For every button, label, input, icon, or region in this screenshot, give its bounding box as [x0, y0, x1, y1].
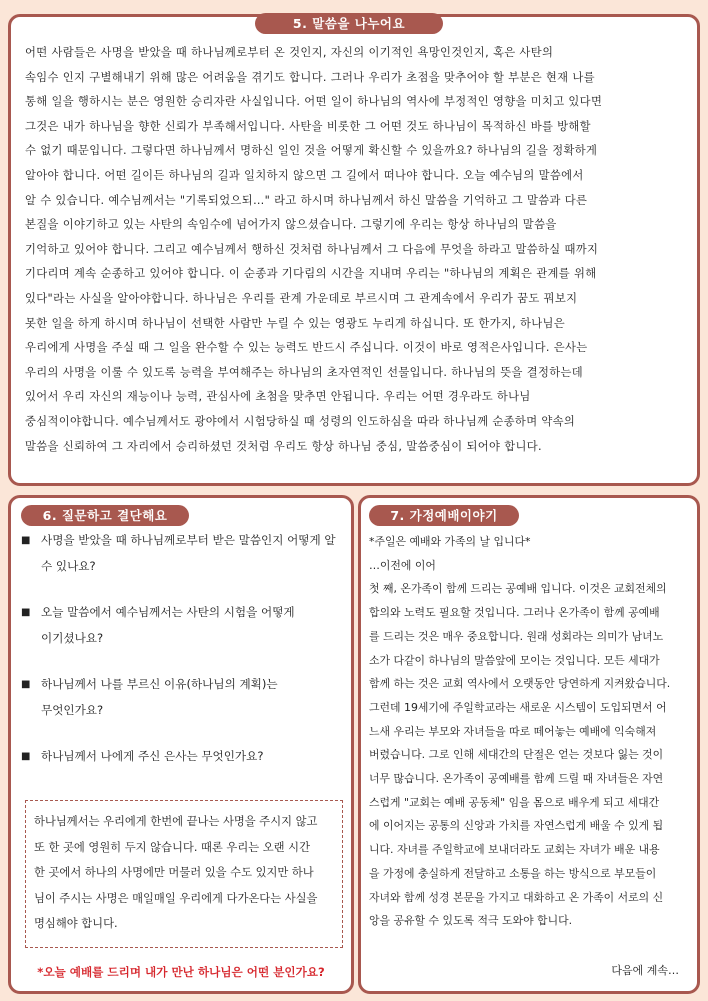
- question-text-cont: 무엇인가요?: [41, 703, 104, 717]
- family-worship-line: 버렸습니다. 그로 인해 세대간의 단절은 얻는 것보다 잃는 것이: [369, 748, 664, 762]
- question-item: [19, 746, 343, 772]
- family-worship-section-title: 7. 가정예배이야기: [369, 505, 519, 526]
- family-worship-line: 그런데 19세기에 주일학교라는 새로운 시스템이 도입되면서 어: [369, 700, 667, 714]
- question-item: [19, 674, 343, 726]
- sermon-line: 우리의 사명을 이룰 수 있도록 능력을 부여해주는 하나님의 초자연적인 선물입니다. 하나님의 뜻을 결정하는데: [25, 365, 584, 379]
- closing-question: *오늘 예배를 드리며 내가 만난 하나님은 어떤 분인가요?: [37, 965, 325, 979]
- reflection-line: 또 한 곳에 영원히 두지 않습니다. 때론 우리는 오랜 시간: [34, 840, 310, 854]
- family-worship-text: [369, 530, 689, 933]
- sermon-line: 못한 일을 하게 하시며 하나님이 선택한 사람만 누릴 수 있는 영광도 누리게 하십니다. 또 한가지, 하나님은: [25, 316, 566, 330]
- question-text-cont: 수 있나요?: [41, 559, 96, 573]
- sermon-line: 말씀을 신뢰하여 그 자리에서 승리하셨던 것처럼 우리도 항상 하나님 중심, 말씀중심이 되어야 합니다.: [25, 439, 542, 453]
- question-item: [19, 530, 343, 582]
- sermon-line: 수 없기 때문입니다. 그렇다면 하나님께서 명하신 일인 것을 어떻게 확신할 수 있을까요? 하나님의 길을 정확하게: [25, 144, 598, 158]
- reflection-box: [25, 800, 343, 948]
- family-worship-line: *주일은 예배와 가족의 날 입니다*: [369, 535, 531, 548]
- family-worship-section: [358, 495, 700, 994]
- bullet-square-icon: ■: [21, 535, 31, 546]
- sermon-section: [8, 14, 700, 486]
- sermon-line: 통해 일을 행하시는 분은 영원한 승리자란 사실입니다. 어떤 일이 하나님의 역사에 부정적인 영향을 미치고 있다면: [25, 95, 603, 109]
- family-worship-line: 스럽게 "교회는 예배 공동체" 임을 몸으로 배우게 되고 세대간: [369, 795, 660, 809]
- sermon-line: 본질을 이야기하고 있는 사탄의 속임수에 넘어가지 않으셨습니다. 그렇기에 우리는 항상 하나님의 말씀을: [25, 218, 557, 232]
- bullet-square-icon: ■: [21, 679, 31, 690]
- family-worship-line: 를 드리는 것은 매우 중요합니다. 원래 성회라는 의미가 남녀노: [369, 629, 664, 643]
- family-worship-line: 을 가정에 충실하게 전달하고 소통을 하는 방식으로 부모들이: [369, 866, 657, 880]
- question-item: [19, 602, 343, 654]
- questions-section-title: 6. 질문하고 결단해요: [21, 505, 189, 526]
- family-worship-line: 자녀와 함께 성경 본문을 가지고 대화하고 온 가족이 서로의 신: [369, 890, 664, 904]
- sermon-line: 기다리며 계속 순종하고 있어야 합니다. 이 순종과 기다림의 시간을 지내며 우리는 "하나님의 계획은 관계를 위해: [25, 267, 597, 281]
- reflection-line: 님이 주시는 사명은 매일매일 우리에게 다가온다는 사실을: [34, 891, 318, 905]
- family-worship-line: 느새 우리는 부모와 자녀들을 따로 떼어놓는 예배에 익숙해져: [369, 724, 657, 738]
- sermon-section-title: 5. 말씀을 나누어요: [255, 13, 443, 34]
- family-worship-line: 니다. 자녀를 주일학교에 보내더라도 교회는 자녀가 배운 내용: [369, 843, 660, 857]
- sermon-line: 속임수 인지 구별해내기 위해 많은 어려움을 겪기도 합니다. 그러나 우리가 초점을 맞추어야 할 부분은 현재 나를: [25, 70, 595, 84]
- family-worship-line: 에 이어지는 공통의 신앙과 가치를 자연스럽게 배울 수 있게 됩: [369, 819, 664, 833]
- reflection-line: 한 곳에서 하나의 사명에만 머물러 있을 수도 있지만 하나: [34, 866, 314, 879]
- sermon-text: [25, 41, 683, 459]
- question-list: [19, 530, 343, 772]
- continued-note: 다음에 계속…: [611, 964, 679, 977]
- sermon-line: 기억하고 있어야 합니다. 그리고 예수님께서 행하신 것처럼 하나님께서 그 다음에 무엇을 하라고 말씀하실 때까지: [25, 242, 599, 256]
- bullet-square-icon: ■: [21, 751, 31, 762]
- question-text: 하나님께서 나를 부르신 이유(하나님의 계획)는: [41, 677, 278, 691]
- family-worship-line: …이전에 이어: [369, 558, 436, 572]
- sermon-line: 우리에게 사명을 주실 때 그 일을 완수할 수 있는 능력도 반드시 주십니다. 이것이 바로 영적은사입니다. 은사는: [25, 341, 588, 355]
- bullet-square-icon: ■: [21, 607, 31, 618]
- sermon-line: 있다"라는 사실을 알아야합니다. 하나님은 우리를 관계 가운데로 부르시며 그 관계속에서 우리가 꿈도 꿔보지: [25, 291, 578, 305]
- question-text-cont: 이기셨나요?: [41, 631, 104, 645]
- sermon-line: 중심적이야합니다. 예수님께서도 광야에서 시험당하실 때 성령의 인도하심을 따라 하나님께 순종하며 약속의: [25, 414, 576, 428]
- sermon-line: 알 수 있습니다. 예수님께서는 "기록되었으되…" 라고 하시며 하나님께서 하신 말씀을 기억하고 그 말씀과 다른: [25, 193, 588, 207]
- question-text: 오늘 말씀에서 예수님께서는 사탄의 시험을 어떻게: [41, 605, 295, 619]
- question-text: 하나님께서 나에게 주신 은사는 무엇인가요?: [41, 749, 264, 763]
- family-worship-line: 너무 많습니다. 온가족이 공예배를 함께 드릴 때 자녀들은 자연: [369, 772, 664, 786]
- family-worship-line: 함께 하는 것은 교회 역사에서 오랫동안 당연하게 지켜왔습니다.: [369, 677, 671, 691]
- question-text: 사명을 받았을 때 하나님께로부터 받은 말씀인지 어떻게 알: [41, 533, 336, 547]
- sermon-line: 있어서 우리 자신의 재능이나 능력, 관심사에 초첨을 맞추면 안됩니다. 우리는 어떤 경우라도 하나님: [25, 390, 531, 404]
- family-worship-line: 첫 째, 온가족이 함께 드리는 공예배 입니다. 이것은 교회전체의: [369, 582, 667, 596]
- reflection-line: 명심해야 합니다.: [34, 917, 118, 930]
- sermon-line: 그것은 내가 하나님을 향한 신뢰가 부족해서입니다. 사탄을 비롯한 그 어떤 것도 하나님이 목적하신 바를 방해할: [25, 119, 591, 133]
- sermon-line: 알아야 합니다. 어떤 길이든 하나님의 길과 일치하지 않으면 그 길에서 떠나야 합니다. 오늘 예수님의 말씀에서: [25, 168, 584, 182]
- questions-section: [8, 495, 354, 994]
- reflection-line: 하나님께서는 우리에게 한번에 끝나는 사명을 주시지 않고: [34, 815, 318, 828]
- sermon-line: 어떤 사람들은 사명을 받았을 때 하나님께로부터 온 것인지, 자신의 이기적인 욕망인것인지, 혹은 사탄의: [25, 46, 554, 59]
- family-worship-line: 앙을 공유할 수 있도록 적극 도와야 합니다.: [369, 914, 573, 928]
- family-worship-line: 소가 다같이 하나님의 말씀앞에 모이는 것입니다. 모든 세대가: [369, 653, 660, 667]
- family-worship-line: 합의와 노력도 필요할 것입니다. 그러나 온가족이 함께 공예배: [369, 606, 660, 620]
